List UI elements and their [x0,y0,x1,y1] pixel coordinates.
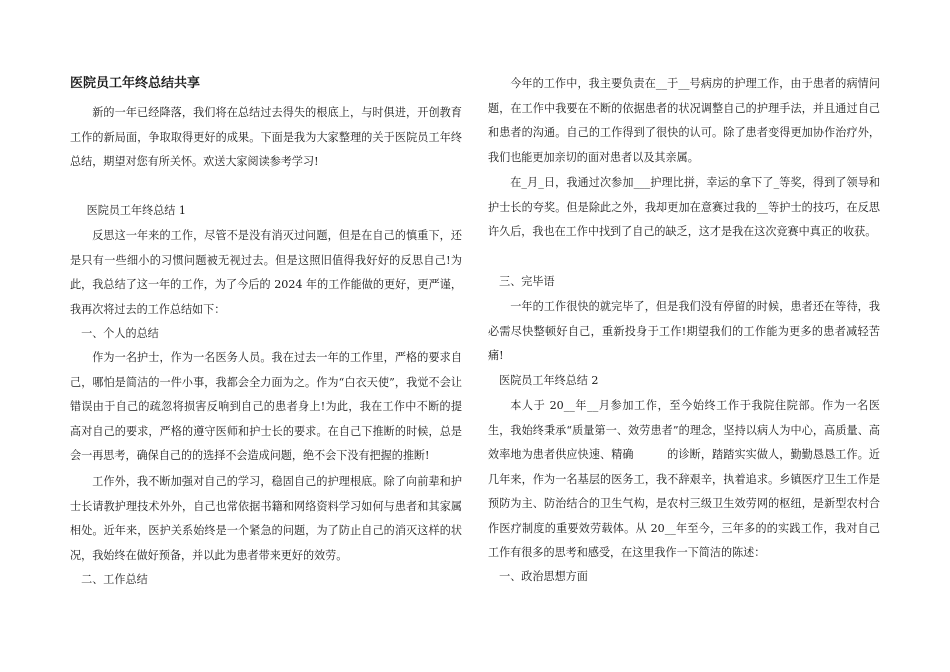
study-paragraph: 工作外，我不断加强对自己的学习，稳固自己的护理根底。除了向前辈和护士长请教护理技术外外，自己也常依据书籍和网络资料学习如何与患者和其家属相处。近年来，医护关系始终是一个紧急的问题，为了防止自己的消灭这样的状况，我始终在做好预备，并以此为患者带来更好的效劳。 [70,475,462,562]
heading-work-summary: 二、工作总结 [81,573,148,586]
nurse-paragraph: 作为一名护士，作为一名医务人员。我在过去一年的工作里，严格的要求自己，哪怕是简洁的一件小事，我都会全力面为之。作为“白衣天使”，我觉不会让错误由于自己的疏忽将损害反响到自己的患者身上!为此，我在工作中不断的提高对自己的要求，严格的遵守医师和护士长的要求。在自己下推断的时候，总是会一再思考，确保自己的的选择不会造成问题，绝不会下没有把握的推断! [70,351,462,462]
heading-closing: 三、完毕语 [499,275,555,288]
competition-paragraph: 在_月_日，我通过次参加___护理比拼，幸运的拿下了_等奖，得到了领导和护士长的夸奖。但是除此之外，我却更加在意赛过我的__等护士的技巧，在反思许久后，我也在工作中找到了自己的缺乏，这才是我在这次竞赛中真正的收获。 [488,176,880,238]
heading-personal-summary: 一、个人的总结 [81,327,159,340]
closing-paragraph: 一年的工作很快的就完毕了，但是我们没有停留的时候，患者还在等待，我必需尽快整顿好自己，重新投身于工作!期望我们的工作能为更多的患者减轻苦痛! [488,300,880,362]
reflection-paragraph: 反思这一年来的工作，尽管不是没有消灭过问题，但是在自己的慎重下，还是只有一些细小的习惯问题被无视过去。但是这照旧值得我好好的反思自己!为此，我总结了这一年的工作，为了今后的 2024 年的工作能做的更好，更严谨，我再次将过去的工作总结如下： [70,229,462,316]
section-heading-summary-2: 医院员工年终总结 2 [499,374,599,387]
intro-paragraph: 新的一年已经降落，我们将在总结过去得失的根底上，与时俱进，开创教育工作的新局面，争取取得更好的成果。下面是我为大家整理的关于医院员工年终总结，期望对您有所关怀。欢送大家阅读参考学习! [70,106,462,168]
ward-work-paragraph: 今年的工作中，我主要负责在__于__号病房的护理工作，由于患者的病情问题，在工作中我要在不断的依据患者的状况调整自己的护理手法，并且通过自己和患者的沟通。自己的工作得到了很快的认可。除了患者变得更加协作治疗外，我们也能更加亲切的面对患者以及其亲属。 [488,77,880,164]
section-heading-summary-1: 医院员工年终总结 1 [86,204,186,217]
doctor-paragraph: 本人于 20__年__月参加工作，至今始终工作于我院住院部。作为一名医生，我始终秉承“质量第一、效劳患者”的理念，坚持以病人为中心，高质量、高效率地为患者供应快速、精确 的诊断，踏踏实实做人，勤勤恳恳工作。近几年来，作为一名基层的医务工，我不辞艰辛，执着追求。乡镇医疗卫生工作是预防为主、防治结合的卫生气构，是农村三级卫生效劳网的枢纽，是新型农村合作医疗制度的重要效劳载体。从 20__年至今，三年多的的实践工作，我对自己工作有很多的思考和感受，在这里我作一下简洁的陈述： [488,399,880,559]
document-title: 医院员工年终总结共享 [70,76,201,91]
heading-political-thought: 一、政治思想方面 [499,570,588,583]
